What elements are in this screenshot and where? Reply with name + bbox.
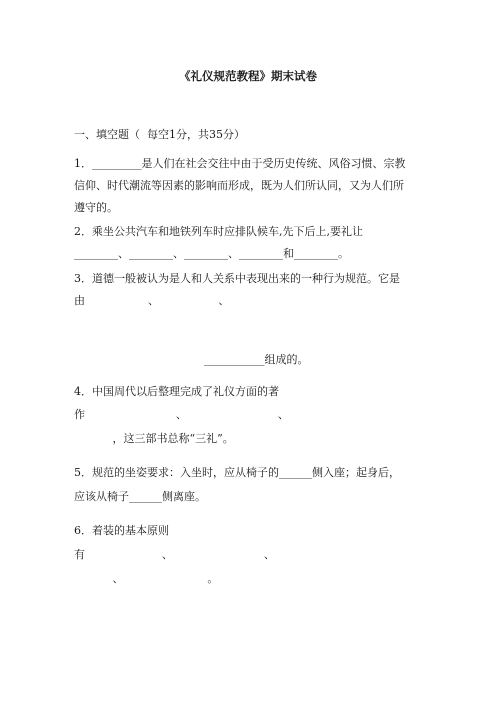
question-1-line-3: 遵守的。	[74, 201, 118, 214]
question-6-line-3: 、 。	[74, 572, 219, 585]
exam-title: 《礼仪规范教程》期末试卷	[179, 69, 317, 83]
question-1-line-1: 1．_________是人们在社会交往中由于受历史传统、风俗习惯、宗教	[74, 157, 406, 170]
question-1-line-2: 信仰、时代潮流等因素的影响而形成，既为人们所认同，又为人们所	[74, 179, 404, 192]
question-2-line-2: ________、________、________、________和________。	[74, 247, 349, 260]
question-5-line-1: 5．规范的坐姿要求：入坐时，应从椅子的______侧入座；起身后，	[74, 466, 400, 479]
question-6-line-2: 有 、 、	[74, 548, 275, 561]
question-3-line-3: ___________组成的。	[204, 353, 309, 366]
question-3-line-1: 3．道德一般被认为是人和人关系中表现出来的一种行为规范。它是	[74, 272, 400, 285]
question-6-line-1: 6．着装的基本原则	[74, 524, 169, 537]
question-2-line-1: 2．乘坐公共汽车和地铁列车时应排队候车,先下后上,要礼让	[74, 225, 363, 238]
question-5-line-2: 应该从椅子______侧离座。	[74, 490, 206, 503]
section-heading-fill-blank: 一、填空题（ 每空1分，共35分）	[74, 128, 245, 141]
question-4-line-3: ，这三部书总称“三礼”。	[74, 432, 234, 445]
question-4-line-2: 作 、 、	[74, 408, 289, 421]
question-4-line-1: 4．中国周代以后整理完成了礼仪方面的著	[74, 385, 279, 398]
question-3-line-2: 由 、 、	[74, 294, 230, 307]
